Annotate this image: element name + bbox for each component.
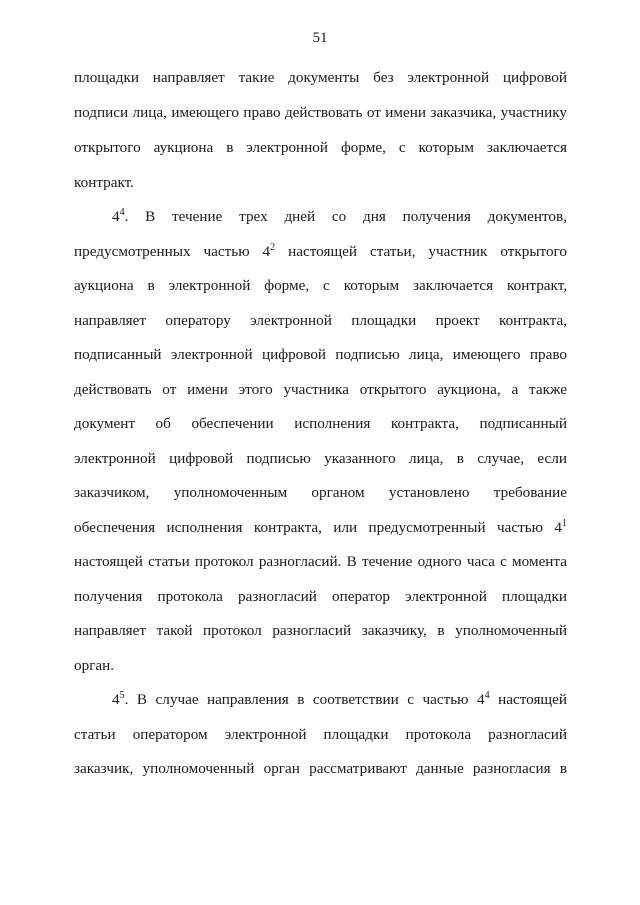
- superscript: 4: [484, 690, 490, 701]
- superscript: 5: [119, 690, 125, 701]
- text-line: открытого аукциона в электронной форме, с которым заключается: [74, 139, 567, 156]
- text-line: настоящей статьи протокол разногласий. В течение одного часа с момента: [74, 553, 567, 570]
- text-line: направляет такой протокол разногласий заказчику, в уполномоченный: [74, 622, 567, 639]
- superscript: 4: [119, 207, 125, 218]
- text-line: получения протокола разногласий оператор электронной площадки: [74, 588, 567, 605]
- line-prefix: 4: [112, 691, 120, 708]
- text-line: [74, 243, 567, 261]
- line-prefix: предусмотренных частью 4: [74, 243, 271, 260]
- line-suffix: настоящей статьи, участник открытого: [275, 243, 567, 260]
- superscript: 1: [562, 518, 567, 529]
- text-line: подписанный электронной цифровой подписью лица, имеющего право: [74, 346, 567, 363]
- text-line: [74, 519, 567, 537]
- paragraph-4-5-first-line: [112, 691, 567, 709]
- text-line: площадки направляет такие документы без электронной цифровой: [74, 69, 567, 86]
- line-suffix: . В случае направления в соответствии с частью 4: [124, 691, 485, 708]
- line-suffix: . В течение трех дней со дня получения документов,: [124, 208, 567, 225]
- text-line: заказчиком, уполномоченным органом установлено требование: [74, 484, 567, 501]
- text-line: электронной цифровой подписью указанного лица, в случае, если: [74, 450, 567, 467]
- text-line: направляет оператору электронной площадки проект контракта,: [74, 312, 567, 329]
- text-line: действовать от имени этого участника открытого аукциона, а также: [74, 381, 567, 398]
- superscript: 2: [270, 242, 276, 253]
- text-line: документ об обеспечении исполнения контракта, подписанный: [74, 415, 567, 432]
- paragraph-4-4-first-line: [112, 208, 567, 226]
- page-number: 51: [312, 30, 328, 46]
- text-line: статьи оператором электронной площадки протокола разногласий: [74, 726, 567, 743]
- text-line: контракт.: [74, 174, 134, 191]
- line-suffix: настоящей: [489, 691, 567, 708]
- text-line: орган.: [74, 657, 115, 674]
- text-line: заказчик, уполномоченный орган рассматривают данные разногласия в: [74, 760, 567, 777]
- line-prefix: обеспечения исполнения контракта, или предусмотренный частью 4: [74, 519, 562, 536]
- text-line: аукциона в электронной форме, с которым заключается контракт,: [74, 277, 567, 294]
- line-prefix: 4: [112, 208, 120, 225]
- text-line: подписи лица, имеющего право действовать от имени заказчика, участнику: [74, 104, 567, 121]
